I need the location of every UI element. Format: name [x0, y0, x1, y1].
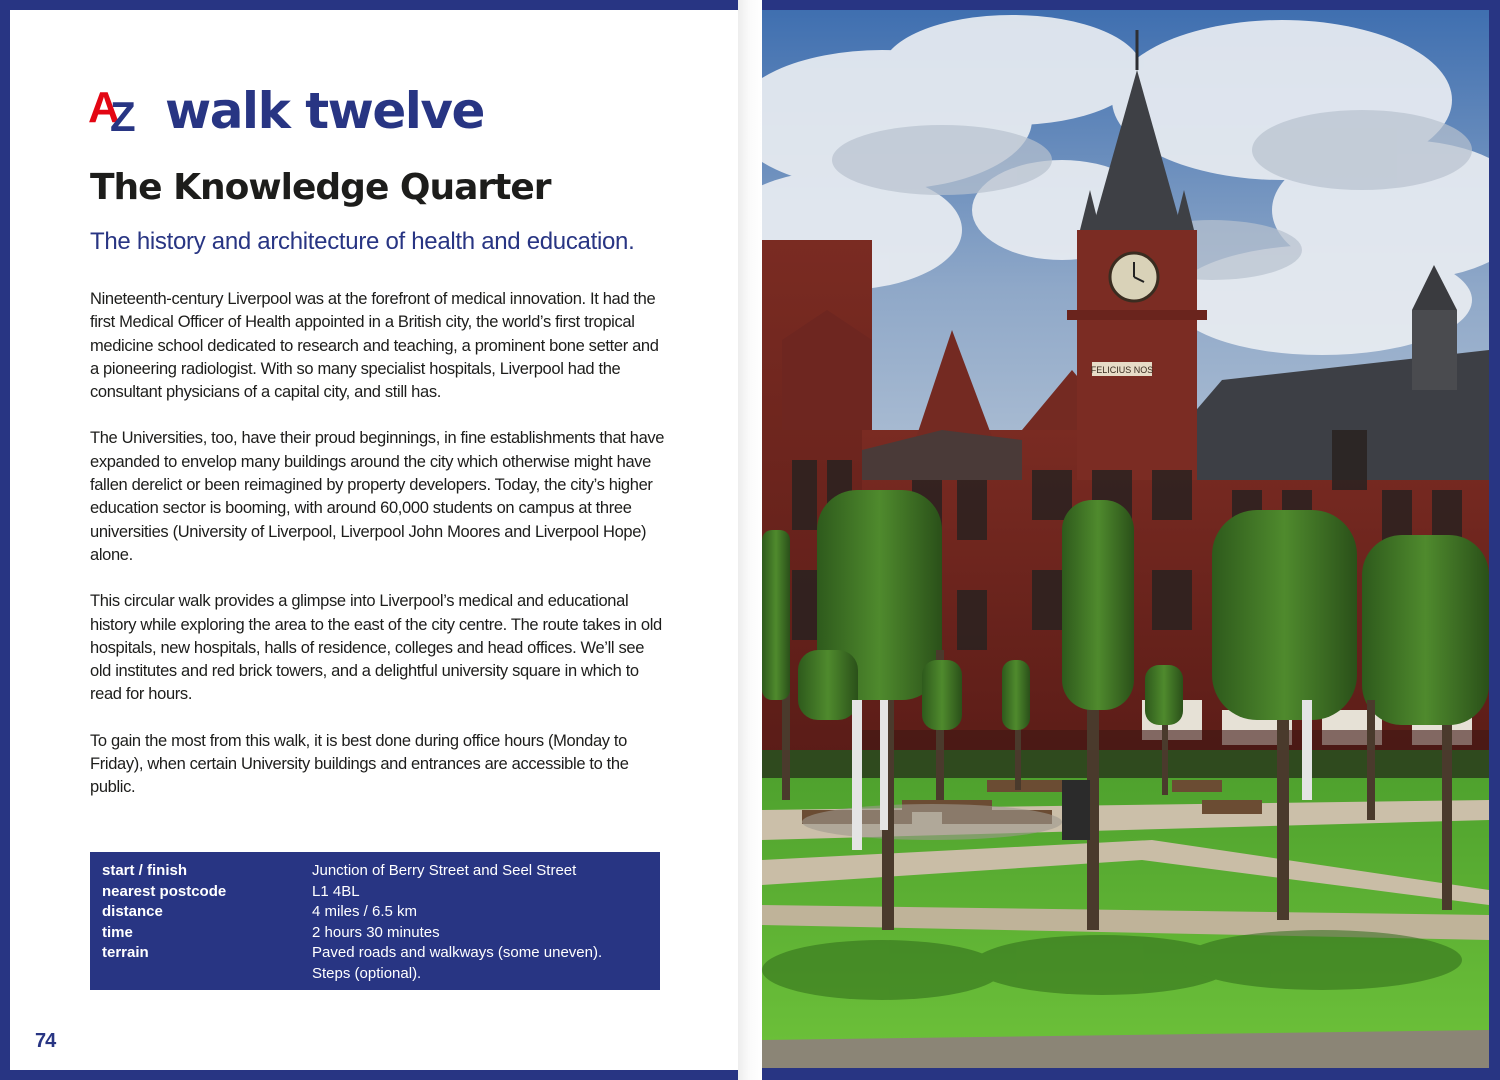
right-page	[762, 0, 1500, 1080]
page-frame-bottom	[0, 1070, 738, 1080]
page-frame-top	[0, 0, 738, 10]
walk-info-box	[90, 852, 660, 990]
info-value: L1 4BL	[312, 882, 360, 900]
paragraph: This circular walk provides a glimpse into Liverpool’s medical and educational history while exploring the area to the east of the city centre. The route takes in old hospitals, new hospitals, halls of residence, colleges and head offices. We’ll see old institutes and red brick towers, and a delightful university square in which to read for hours.	[90, 592, 662, 704]
info-row-terrain	[102, 943, 648, 984]
info-row-start-finish	[102, 861, 648, 882]
az-logo	[88, 83, 148, 140]
body-text	[90, 288, 665, 823]
paragraph: The Universities, too, have their proud beginnings, in fine establishments that have expanded to envelop many buildings around the city which otherwise might have fallen derelict or been reimagined by property developers. Today, the city’s higher education sector is booming, with around 60,000 students on campus at three universities (University of Liverpool, Liverpool John Moores and Liverpool Hope) alone.	[90, 429, 665, 564]
info-label: time	[102, 923, 133, 941]
page-frame-left	[0, 0, 10, 1080]
info-label: terrain	[102, 944, 149, 961]
info-value: Paved roads and walkways (some uneven). Steps (optional).	[312, 944, 603, 982]
info-value: 4 miles / 6.5 km	[312, 903, 418, 920]
left-page	[0, 0, 738, 1080]
info-label: nearest postcode	[102, 882, 227, 900]
info-row-postcode	[102, 882, 648, 903]
walk-title: walk twelve	[165, 82, 484, 140]
victoria-building-photo	[762, 10, 1489, 1068]
az-logo-z: Z	[110, 93, 136, 140]
page-number: 74	[35, 1030, 56, 1052]
page-subtitle: The history and architecture of health and education.	[90, 228, 635, 255]
hedge	[762, 750, 1489, 778]
motto-sign-text: FELICIUS NOS	[1090, 365, 1154, 375]
az-logo-a: A	[88, 83, 118, 132]
info-row-distance	[102, 902, 648, 923]
info-label: start / finish	[102, 862, 188, 879]
paragraph: To gain the most from this walk, it is best done during office hours (Monday to Friday), when certain University buildings and entrances are accessible to the public.	[90, 731, 629, 797]
info-value: Junction of Berry Street and Seel Street	[312, 862, 577, 879]
book-gutter	[738, 0, 762, 1080]
litter-bin	[1062, 780, 1090, 840]
paragraph: Nineteenth-century Liverpool was at the forefront of medical innovation. It had the first Medical Officer of Health appointed in a British city, the world’s first tropical medicine school dedicated to research and teaching, a prominent bone setter and a pioneering radiologist. With so many specialist hospitals, Liverpool had the consultant physicians of a capital city, and still has.	[90, 290, 659, 402]
info-value: 2 hours 30 minutes	[312, 923, 440, 941]
page-title: The Knowledge Quarter	[90, 167, 551, 208]
info-label: distance	[102, 903, 163, 920]
info-row-time	[102, 923, 648, 944]
